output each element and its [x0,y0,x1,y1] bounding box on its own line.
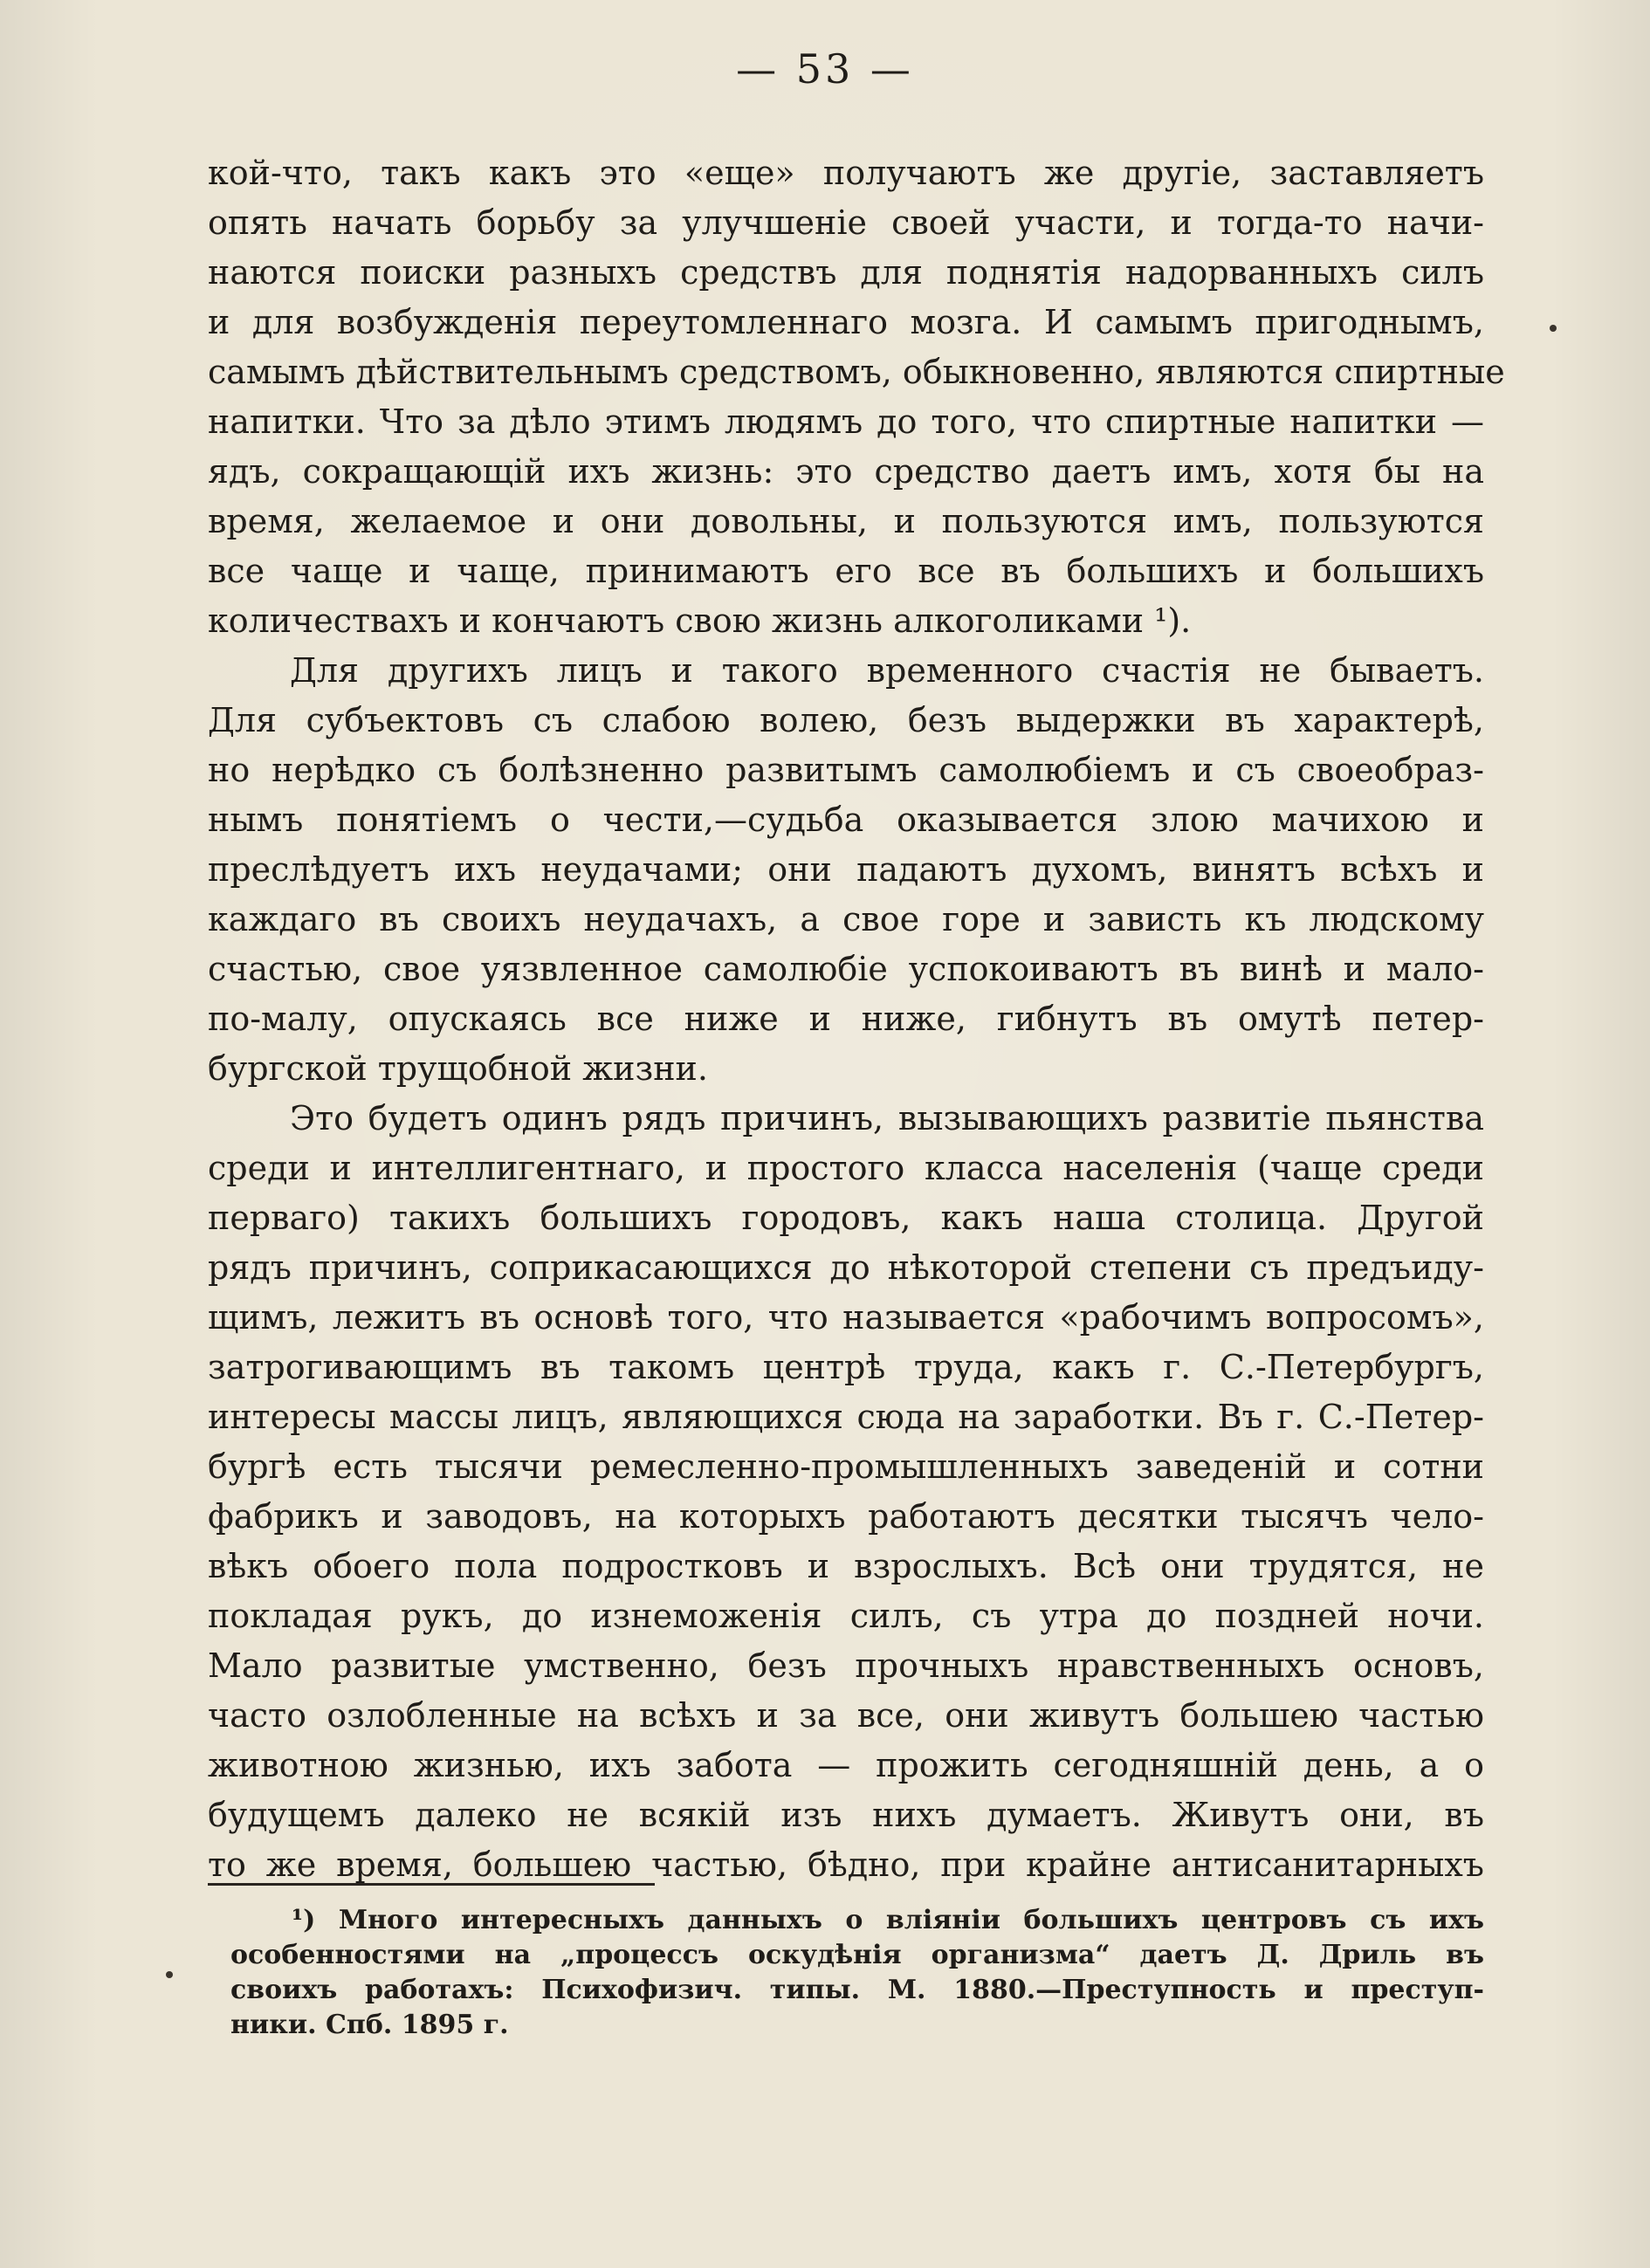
text-line: Для другихъ лицъ и такого временного счастія не бываетъ. [290,651,1484,690]
text-line: Для субъектовъ съ слабою волею, безъ выдержки въ характерѣ, [208,701,1484,739]
text-line: перваго) такихъ большихъ городовъ, какъ наша столица. Другой [208,1199,1484,1237]
text-line: и для возбужденія переутомленнаго мозга. И самымъ пригоднымъ, [208,303,1484,341]
text-line: но нерѣдко съ болѣзненно развитымъ самолюбіемъ и съ своеобраз- [208,751,1484,789]
text-line: бургской трущобной жизни. [208,1049,708,1088]
text-line: все чаще и чаще, принимаютъ его все въ большихъ и большихъ [208,552,1484,590]
text-line: преслѣдуетъ ихъ неудачами; они падаютъ духомъ, винятъ всѣхъ и [208,850,1484,889]
footnote-block [230,1903,1484,2043]
text-line: нымъ понятіемъ о чести,—судьба оказывается злою мачихою и [208,801,1484,839]
text-line: среди и интеллигентнаго, и простого класса населенія (чаще среди [208,1149,1484,1187]
footnote-divider [208,1883,655,1886]
main-text [208,148,1505,1890]
footnote-line: своихъ работахъ: Психофизич. типы. М. 1880.—Преступность и преступ- [230,1975,1484,2005]
text-line: бургѣ есть тысячи ремесленно-промышленныхъ заведеній и сотни [208,1447,1484,1486]
page-number: — 53 — [736,45,914,93]
text-line: каждаго въ своихъ неудачахъ, а свое горе и зависть къ людскому [208,900,1484,938]
text-line: вѣкъ обоего пола подростковъ и взрослыхъ. Всѣ они трудятся, не [208,1547,1484,1585]
text-line: кой-что, такъ какъ это «еще» получаютъ же другіе, заставляетъ [208,154,1484,192]
text-line: интересы массы лицъ, являющихся сюда на заработки. Въ г. С.-Петер- [208,1398,1484,1436]
text-line: затрогивающимъ въ такомъ центрѣ труда, какъ г. С.-Петербургъ, [208,1348,1484,1386]
print-speck [1550,325,1557,332]
text-line: то же время, большею частью, бѣдно, при крайне антисанитарныхъ [208,1845,1484,1884]
text-line: часто озлобленные на всѣхъ и за все, они живутъ большею частью [208,1696,1484,1735]
text-line: животною жизнью, ихъ забота — прожить сегодняшній день, а о [208,1746,1484,1784]
text-line: Это будетъ одинъ рядъ причинъ, вызывающихъ развитіе пьянства [290,1099,1484,1137]
text-line: по-малу, опускаясь все ниже и ниже, гибнутъ въ омутѣ петер- [208,1000,1484,1038]
text-line: фабрикъ и заводовъ, на которыхъ работаютъ десятки тысячъ чело- [208,1497,1484,1536]
text-line: количествахъ и кончаютъ свою жизнь алкоголиками ¹). [208,601,1192,640]
text-line: Мало развитые умственно, безъ прочныхъ нравственныхъ основъ, [208,1646,1484,1685]
footnote-line: ¹) Много интересныхъ данныхъ о вліяніи большихъ центровъ съ ихъ [292,1905,1484,1935]
text-line: опять начать борьбу за улучшеніе своей участи, и тогда-то начи- [208,203,1484,242]
text-line: счастью, свое уязвленное самолюбіе успокоиваютъ въ винѣ и мало- [208,950,1484,988]
text-line: наются поиски разныхъ средствъ для поднятія надорванныхъ силъ [208,253,1484,292]
text-line: будущемъ далеко не всякій изъ нихъ думаетъ. Живутъ они, въ [208,1796,1484,1834]
footnote-line: ники. Спб. 1895 г. [230,2010,509,2040]
footnote-line: особенностями на „процессъ оскудѣнія организма“ даетъ Д. Дриль въ [230,1940,1484,1970]
text-line: покладая рукъ, до изнеможенія силъ, съ утра до поздней ночи. [208,1597,1484,1635]
text-line: щимъ, лежитъ въ основѣ того, что называется «рабочимъ вопросомъ», [208,1298,1484,1337]
print-speck [166,1971,173,1978]
text-line: самымъ дѣйствительнымъ средствомъ, обыкновенно, являются спиртные [208,353,1505,391]
text-line: время, желаемое и они довольны, и пользуются имъ, пользуются [208,502,1484,540]
text-line: рядъ причинъ, соприкасающихся до нѣкоторой степени съ предъиду- [208,1248,1484,1287]
text-line: напитки. Что за дѣло этимъ людямъ до того, что спиртные напитки — [208,402,1484,441]
text-line: ядъ, сокращающій ихъ жизнь: это средство даетъ имъ, хотя бы на [208,452,1484,491]
